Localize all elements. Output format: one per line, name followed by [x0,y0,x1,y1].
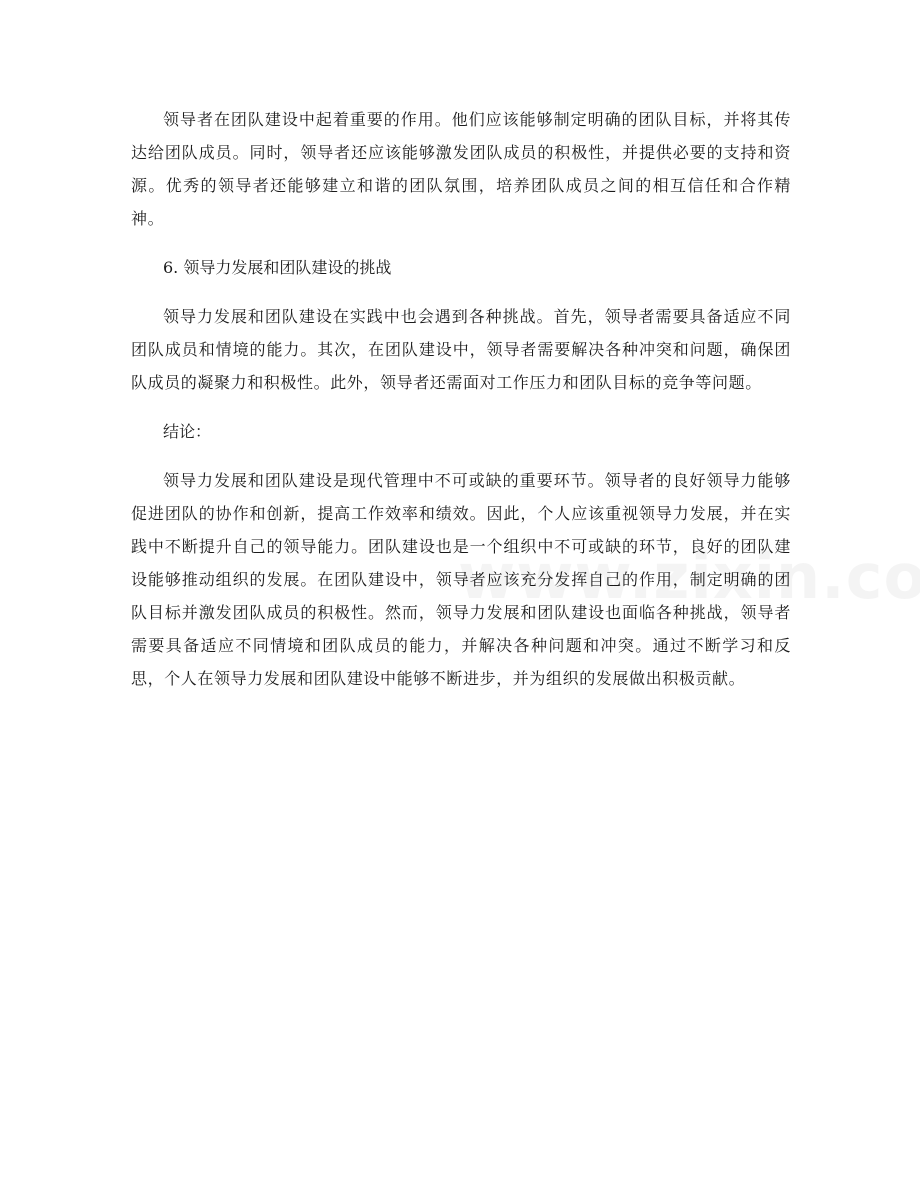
paragraph-conclusion: 领导力发展和团队建设是现代管理中不可或缺的重要环节。领导者的良好领导力能够促进团队的协作和创新，提高工作效率和绩效。因此，个人应该重视领导力发展，并在实践中不断提升自己的领导能力。团队建设也是一个组织中不可或缺的环节，良好的团队建设能够推动组织的发展。在团队建设中，领导者应该充分发挥自己的作用，制定明确的团队目标并激发团队成员的积极性。然而，领导力发展和团队建设也面临各种挑战，领导者需要具备适应不同情境和团队成员的能力，并解决各种问题和冲突。通过不断学习和反思，个人在领导力发展和团队建设中能够不断进步，并为组织的发展做出积极贡献。 [131,471,791,688]
document-body [131,103,791,695]
paragraph-leader-role: 领导者在团队建设中起着重要的作用。他们应该能够制定明确的团队目标，并将其传达给团队成员。同时，领导者还应该能够激发团队成员的积极性，并提供必要的支持和资源。优秀的领导者还能够建立和谐的团队氛围，培养团队成员之间的相互信任和合作精神。 [131,110,791,228]
paragraph-challenges: 领导力发展和团队建设在实践中也会遇到各种挑战。首先，领导者需要具备适应不同团队成员和情境的能力。其次，在团队建设中，领导者需要解决各种冲突和问题，确保团队成员的凝聚力和积极性。此外，领导者还需面对工作压力和团队目标的竞争等问题。 [131,307,791,392]
conclusion-heading: 结论： [163,422,212,441]
section-heading-challenges: 6. 领导力发展和团队建设的挑战 [163,258,392,277]
